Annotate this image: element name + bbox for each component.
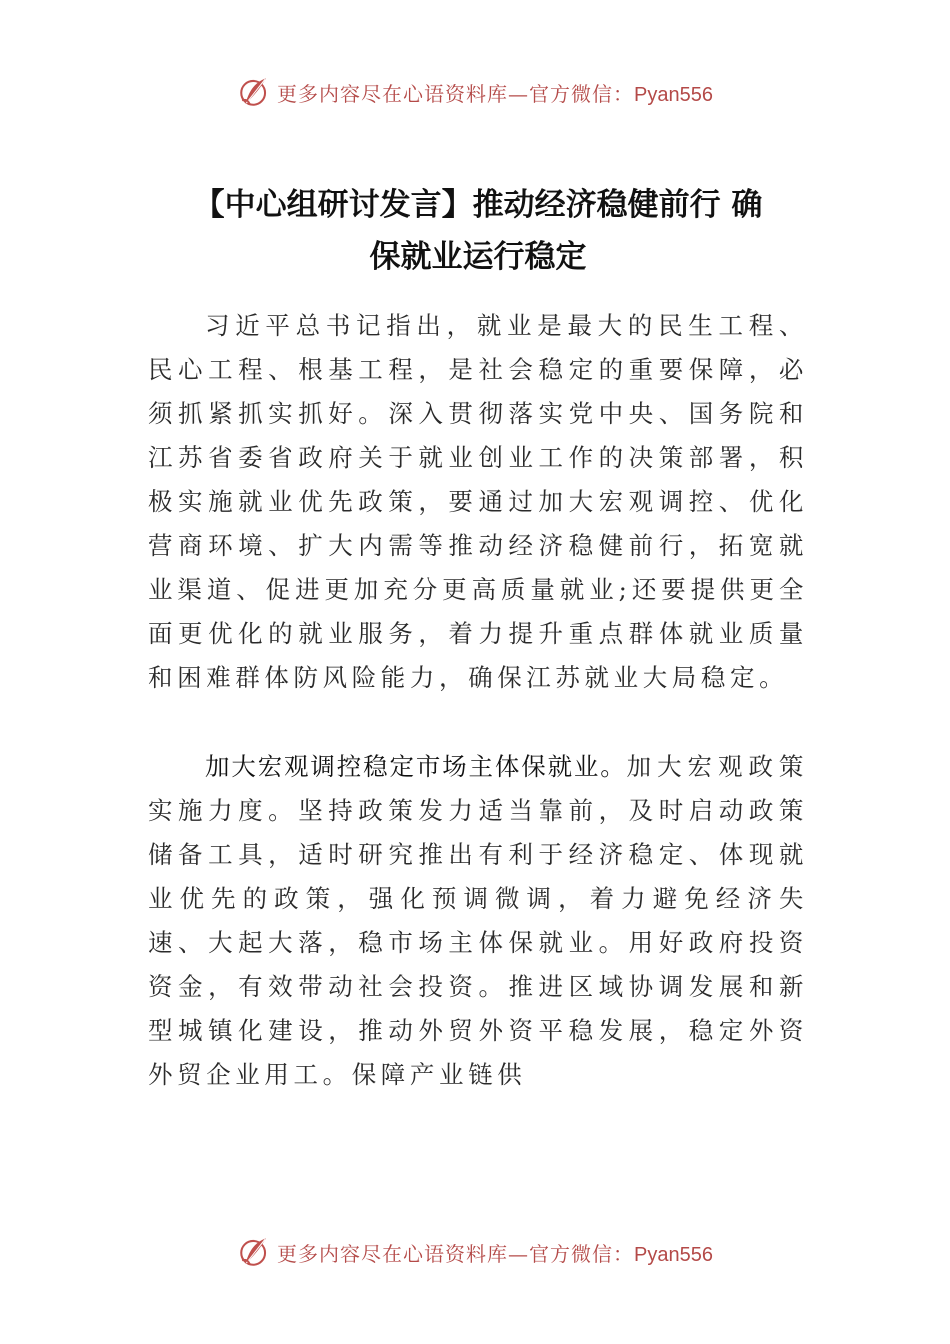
- wechat-id: Pyan556: [634, 83, 713, 106]
- paragraph-2: [148, 745, 808, 1097]
- paragraph-2-body: 加大宏观政策实施力度。坚持政策发力适当靠前，及时启动政策储备工具，适时研究推出有利于经济稳定、体现就业优先的政策，强化预调微调，着力避免经济失速、大起大落，稳市场主体保就业。用好政府投资资金，有效带动社会投资。推进区域协调发展和新型城镇化建设，推动外贸外资平稳发展，稳定外资外贸企业用工。保障产业链供: [148, 752, 808, 1089]
- feather-pen-logo-icon: [237, 1235, 271, 1269]
- document-title: [148, 179, 808, 283]
- feather-pen-logo-icon: [237, 75, 271, 109]
- footer-banner: [0, 1232, 950, 1272]
- banner-text: 更多内容尽在心语资料库—官方微信：Pyan556: [277, 1241, 713, 1266]
- title-line-1: 【中心组研讨发言】推动经济稳健前行 确: [193, 186, 763, 223]
- banner-text: 更多内容尽在心语资料库—官方微信：Pyan556: [277, 81, 713, 106]
- title-line-2: 保就业运行稳定: [369, 238, 587, 275]
- paragraph-1: 习近平总书记指出，就业是最大的民生工程、民心工程、根基工程，是社会稳定的重要保障，必须抓紧抓实抓好。深入贯彻落实党中央、国务院和江苏省委省政府关于就业创业工作的决策部署，积极实施就业优先政策，要通过加大宏观调控、优化营商环境、扩大内需等推动经济稳健前行，拓宽就业渠道、促进更加充分更高质量就业;还要提供更全面更优化的就业服务，着力提升重点群体就业质量和困难群体防风险能力，确保江苏就业大局稳定。: [148, 311, 808, 692]
- wechat-id: Pyan556: [634, 1243, 713, 1266]
- paragraph-2-lead: 加大宏观调控稳定市场主体保就业。: [205, 752, 627, 781]
- header-banner: [0, 72, 950, 112]
